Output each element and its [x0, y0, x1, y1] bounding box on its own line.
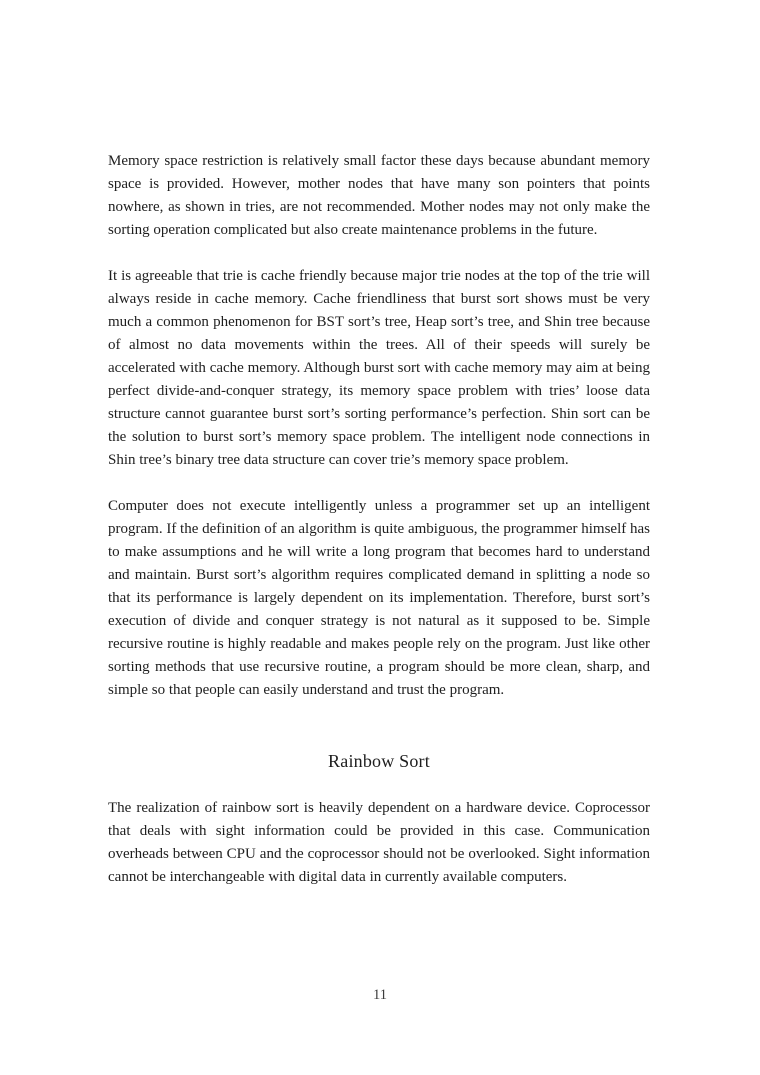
- paragraph-intelligent-program: Computer does not execute intelligently unless a programmer set up an intelligent program. If the definition of an algorithm is quite ambiguous, the programmer himself has to make assumptions and he will write a long program that becomes hard to understand and maintain. Burst sort’s algorithm requires complicated demand in splitting a node so that its performance is largely dependent on its implementation. Therefore, burst sort’s execution of divide and conquer strategy is not natural as it supposed to be. Simple recursive routine is highly readable and makes people rely on the program. Just like other sorting methods that use recursive routine, a program should be more clean, sharp, and simple so that people can easily understand and trust the program.: [108, 498, 650, 698]
- section-heading-rainbow-sort: Rainbow Sort: [328, 751, 430, 771]
- page-body-text: [108, 150, 650, 912]
- paragraph-memory-space: Memory space restriction is relatively small factor these days because abundant memory space is provided. However, mother nodes that have many son pointers that points nowhere, as shown in tries, are not recommended. Mother nodes may not only make the sorting operation complicated but also create maintenance problems in the future.: [108, 153, 650, 238]
- paragraph-cache-friendly: It is agreeable that trie is cache friendly because major trie nodes at the top of the trie will always reside in cache memory. Cache friendliness that burst sort shows must be very much a common phenomenon for BST sort’s tree, Heap sort’s tree, and Shin tree because of almost no data movements within the trees. All of their speeds will surely be accelerated with cache memory. Although burst sort with cache memory may aim at being perfect divide-and-conquer strategy, its memory space problem with tries’ loose data structure cannot guarantee burst sort’s sorting performance’s perfection. Shin sort can be the solution to burst sort’s memory space problem. The intelligent node connections in Shin tree’s binary tree data structure can cover trie’s memory space problem.: [108, 268, 650, 468]
- paragraph-rainbow-sort-realization: The realization of rainbow sort is heavily dependent on a hardware device. Coprocessor that deals with sight information could be provided in this case. Communication overheads between CPU and the coprocessor should not be overlooked. Sight information cannot be interchangeable with digital data in currently available computers.: [108, 800, 650, 885]
- page-number: 11: [373, 987, 387, 1003]
